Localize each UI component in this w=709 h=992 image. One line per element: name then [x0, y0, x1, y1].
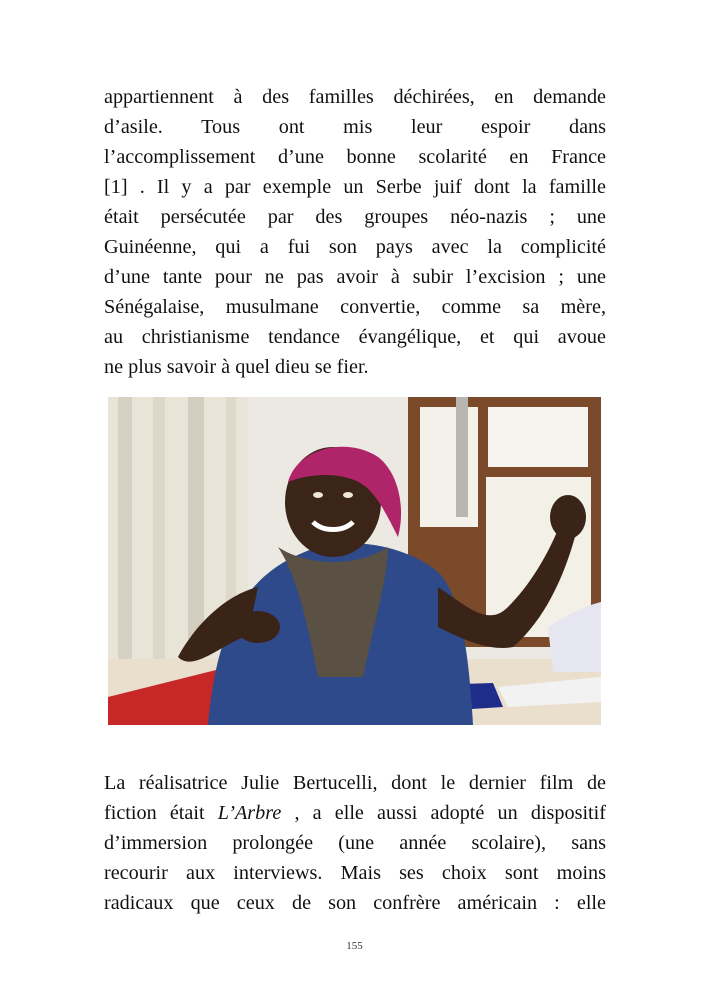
text-line: appartiennent à des familles déchirées, en demande	[104, 86, 606, 108]
text-line: d’asile. Tous ont mis leur espoir dans	[104, 116, 606, 138]
text-line: [1] . Il y a par exemple un Serbe juif dont la famille	[104, 176, 606, 198]
text-line: d’immersion prolongée (une année scolaire), sans	[104, 832, 606, 854]
text-line: Sénégalaise, musulmane convertie, comme sa mère,	[104, 296, 606, 318]
text-line: Guinéenne, qui a fui son pays avec la complicité	[104, 236, 606, 258]
page-number: 155	[346, 940, 363, 952]
text-fragment: , a elle aussi adopté un dispositif	[281, 802, 606, 824]
classroom-photo	[108, 397, 601, 725]
text-line: La réalisatrice Julie Bertucelli, dont le dernier film de	[104, 772, 606, 794]
text-line: était persécutée par des groupes néo-nazis ; une	[104, 206, 606, 228]
film-title: L’Arbre	[217, 802, 282, 824]
text-line: radicaux que ceux de son confrère américain : elle	[104, 892, 606, 914]
text-line: l’accomplissement d’une bonne scolarité en France	[104, 146, 606, 168]
text-line: d’une tante pour ne pas avoir à subir l’excision ; une	[104, 266, 606, 288]
text-fragment: fiction était	[104, 802, 218, 824]
text-line	[104, 798, 606, 828]
paragraph-1	[104, 82, 606, 382]
text-line: ne plus savoir à quel dieu se fier.	[104, 356, 369, 378]
text-line: recourir aux interviews. Mais ses choix sont moins	[104, 862, 606, 884]
paragraph-2	[104, 768, 606, 918]
text-line: au christianisme tendance évangélique, et qui avoue	[104, 326, 606, 348]
